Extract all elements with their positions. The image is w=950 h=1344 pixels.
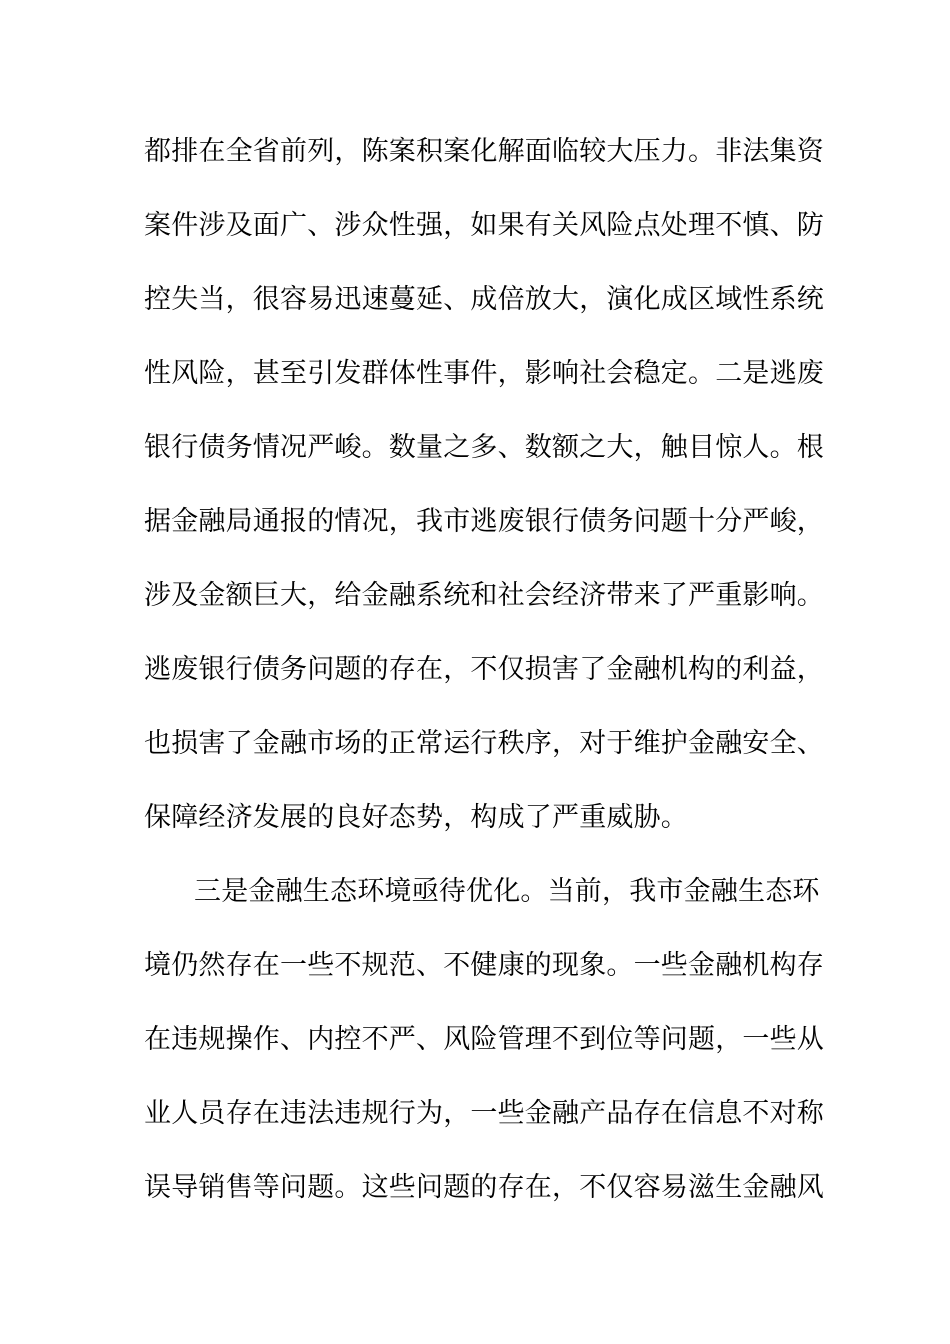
text-line: 控失当，很容易迅速蔓延、成倍放大，演化成区域性系统 (144, 284, 824, 315)
body-text (144, 128, 824, 1238)
text-line: 都排在全省前列，陈案积案化解面临较大压力。非法集资 (144, 136, 824, 167)
text-line: 银行债务情况严峻。数量之多、数额之大，触目惊人。根 (144, 432, 824, 463)
text-line: 在违规操作、内控不严、风险管理不到位等问题，一些从 (144, 1024, 824, 1055)
text-line: 据金融局通报的情况，我市逃废银行债务问题十分严峻， (144, 506, 824, 537)
text-line: 误导销售等问题。这些问题的存在，不仅容易滋生金融风 (144, 1172, 824, 1203)
text-line: 也损害了金融市场的正常运行秩序，对于维护金融安全、 (144, 728, 824, 759)
text-line: 业人员存在违法违规行为，一些金融产品存在信息不对称 (144, 1098, 824, 1129)
text-line: 逃废银行债务问题的存在，不仅损害了金融机构的利益， (144, 654, 824, 685)
text-line: 保障经济发展的良好态势，构成了严重威胁。 (144, 802, 688, 833)
text-line: 案件涉及面广、涉众性强，如果有关风险点处理不慎、防 (144, 210, 824, 241)
text-line: 涉及金额巨大，给金融系统和社会经济带来了严重影响。 (144, 580, 824, 611)
text-line: 性风险，甚至引发群体性事件，影响社会稳定。二是逃废 (144, 358, 824, 389)
text-line: 境仍然存在一些不规范、不健康的现象。一些金融机构存 (144, 950, 824, 981)
paragraph-start-line: 三是金融生态环境亟待优化。当前，我市金融生态环 (194, 876, 820, 907)
